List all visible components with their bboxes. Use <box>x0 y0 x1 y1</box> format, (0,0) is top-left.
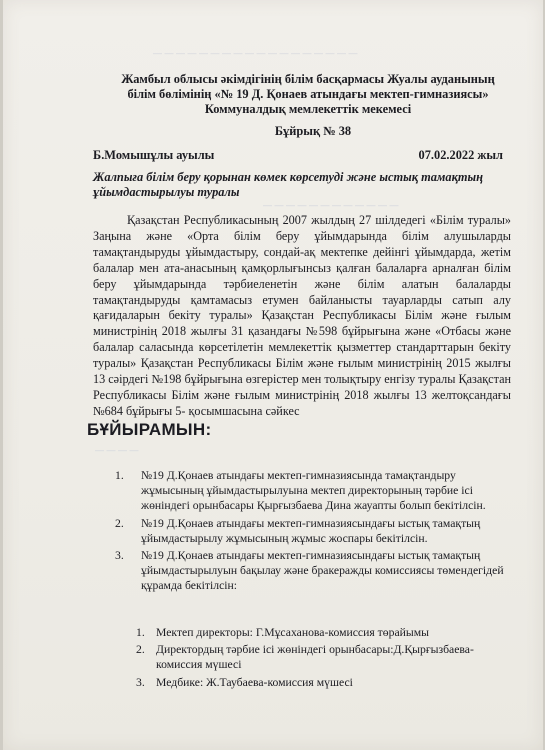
list-item <box>136 675 506 690</box>
item-text: №19 Д.Қонаев атындағы мектеп-гимназиясында тамақтандыру жұмысының ұйымдастырылуына мектеп директорының тәрбие ісі жөніндегі орынбасары Қырғызбаева Дина жауапты болып бекітілсін. <box>141 469 486 513</box>
document-page <box>3 0 543 750</box>
member-number: 2. <box>136 643 145 657</box>
member-text: Медбике: Ж.Таубаева-комиссия мүшесі <box>156 675 353 689</box>
order-subject: Жалпыға білім беру қорынан көмек көрсетуді және ыстық тамақтың ұйымдастырылуы туралы <box>93 170 483 199</box>
item-number: 3. <box>115 549 124 563</box>
list-item <box>115 548 507 594</box>
item-number: 1. <box>115 469 124 482</box>
item-text: №19 Д.Қонаев атындағы мектеп-гимназиясындағы ыстық тамақтың ұйымдастырылуын бақылау және бракеражды комиссиясы төмендегідей құрамда бекітілсін: <box>141 549 504 593</box>
list-item <box>136 625 506 640</box>
header-line-1: Жамбыл облысы әкімдігінің білім басқармасы Жуалы ауданының <box>121 72 495 86</box>
header-line-3: Коммуналдық мемлекеттік мекемесі <box>204 102 412 116</box>
order-items-list <box>115 468 507 596</box>
member-text: Директордың тәрбие ісі жөніндегі орынбасары:Д.Қырғызбаева-комиссия мүшесі <box>156 643 474 672</box>
member-number: 1. <box>136 626 145 639</box>
commission-members-list <box>136 625 506 692</box>
order-title: Бұйрық № 38 <box>274 124 352 138</box>
document-date: 07.02.2022 жыл <box>418 148 503 162</box>
document-header <box>103 72 513 117</box>
place-date-line <box>93 148 503 163</box>
preamble-paragraph: Қазақстан Республикасының 2007 жылдың 27 шілдедегі «Білім туралы» Заңына және «Орта білім беру ұйымдарында білім алушыларды тамақтандыруды ұйымдастыру, сондай-ақ мектепке дейінгі ұйымдарда, жетім балалар мен ата-анасының қамқорлығынсыз қалған балаларға арналған білім беру ұйымдарында тәрбиеленетін және білім алатын балаларды тамақтандыруды қамтамасыз етумен байланысты тауарларды сатып алу қағидаларын бекіту туралы» Қазақстан Республикасы Білім және ғылым министрінің 2018 жылғы 31 қазандағы №598 бұйрығына және «Отбасы және балалар саласында көрсетілетін мемлекеттік қызметтер стандарттарын бекіту туралы» Қазақстан Республикасы Білім және ғылым министрінің 2015 жылғы 13 сәірдегі №198 бұйрығына өзгерістер мен толықтыру енгізу туралы Қазақстан Республикасы Білім және ғылым министрінің 2018 жылғы 13 желтоқсандағы №684 бұйрығы 5- қосымшасына сәйкес <box>93 213 511 418</box>
bleed-through-mark: — — — — — — — — — — — — <box>263 200 399 210</box>
list-item <box>115 468 507 514</box>
command-heading: БҰЙЫРАМЫН: <box>87 420 212 439</box>
list-item <box>115 516 507 546</box>
place-name: Б.Момышұлы ауылы <box>93 148 215 162</box>
item-number: 2. <box>115 516 124 530</box>
header-line-2: білім бөлімінің «№ 19 Д. Қонаев атындағы мектеп-гимназиясы» <box>127 87 489 101</box>
bleed-through-mark: — — — — <box>95 445 139 455</box>
member-text: Мектеп директоры: Г.Мұсаханова-комиссия төрайымы <box>156 626 429 639</box>
list-item <box>136 642 506 672</box>
bleed-through-mark: — — — — — — — — — — — — — — — — — — <box>153 48 358 58</box>
member-number: 3. <box>136 675 145 689</box>
item-text: №19 Д.Қонаев атындағы мектеп-гимназиясындағы ыстық тамақтың ұйымдастырылу жұмысының жұмыс жоспары бекітілсін. <box>141 516 481 545</box>
